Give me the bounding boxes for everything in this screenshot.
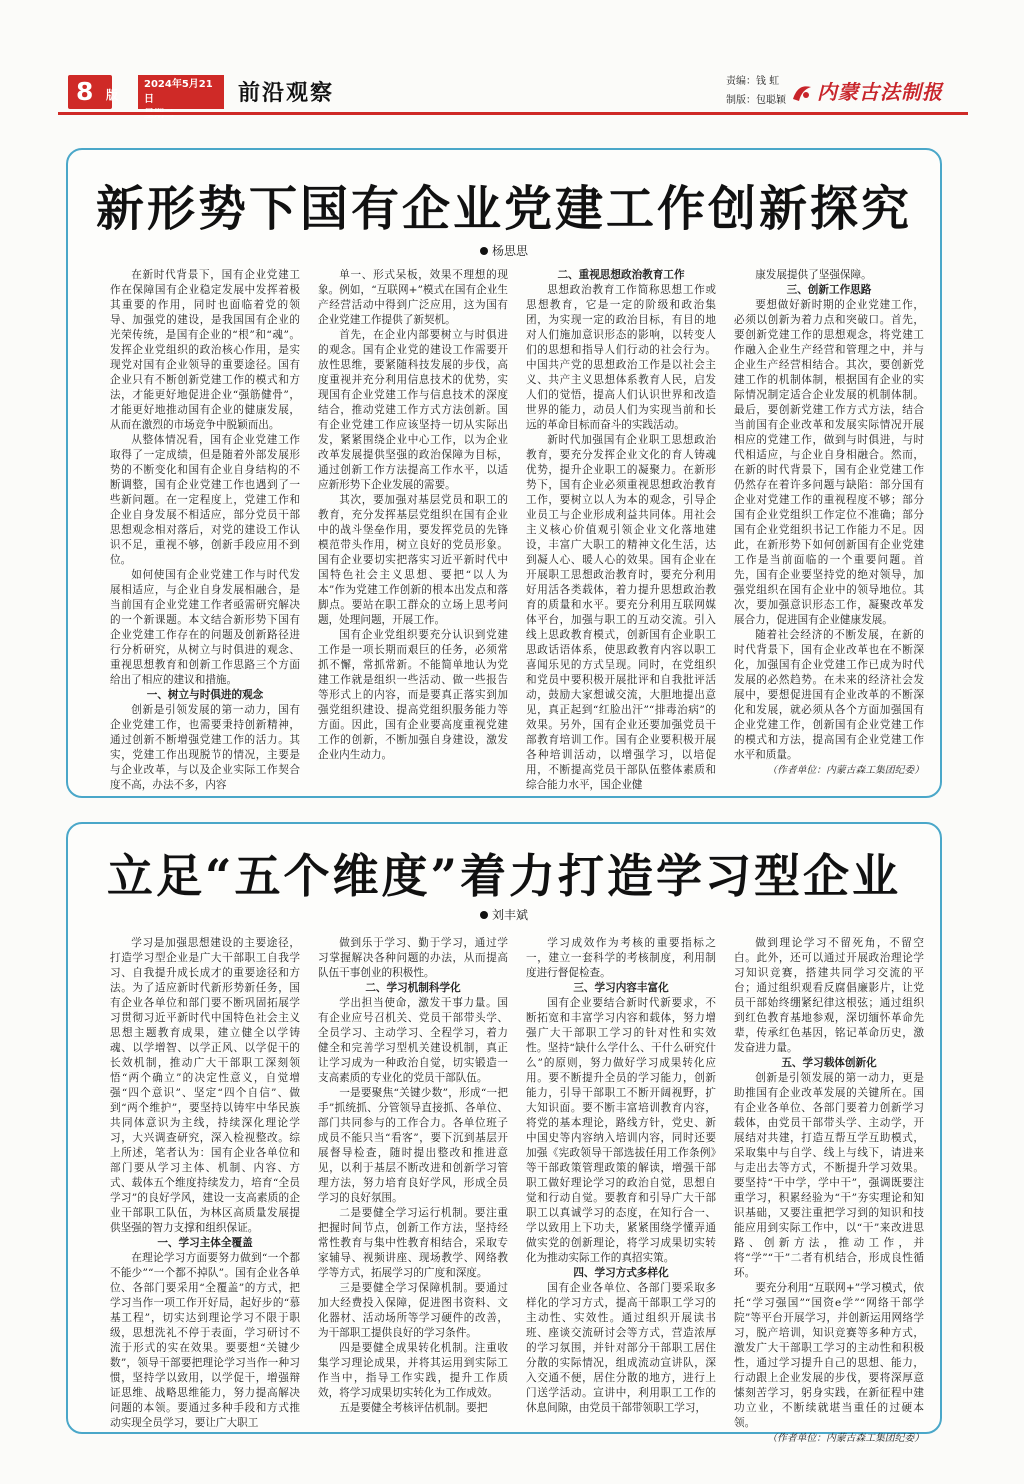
article-1-column-4 — [734, 268, 924, 778]
article-1-author: 杨思思 — [491, 244, 528, 258]
paragraph: 在新时代背景下，国有企业党建工作在保障国有企业稳定发展中发挥着极其重要的作用，同时也面临着党的领导、加强党的建设，是我国国有企业的光荣传统，是国有企业的“根”和“魂”。发挥企业党组织的政治核心作用，是实现党对国有企业领导的重要途径。国有企业只有不断创新党建工作的模式和方法，才能更好地促进企业“强筋健骨”，才能更好地推动国有企业的健康发展，从而在激烈的市场竞争中脱颖而出。 — [110, 269, 300, 431]
section-title: 前沿观察 — [238, 81, 335, 106]
paragraph: 一是要聚焦“关键少数”，形成“一把手”抓统抓、分管领导直接抓、各单位、部门共同参与的工作合力。各单位班子成员不能只当“看客”，要下沉到基层开展督导检查，随时提出整改和推进意见，以利于基层不断改进和创新学习管理方法，努力培育良好学风，形成全员学习的良好氛围。 — [318, 1087, 508, 1204]
paragraph: 在理论学习方面要努力做到“一个都不能少”“一个都不掉队”。国有企业各单位、各部门要采用“全覆盖”的方式，把学习当作一项工作开好局，起好步的“慕基工程”，切实达到理论学习不限于职级，思想洗礼不停于表面，学习研讨不流于形式的实在效果。要要想“关键少数”，领导干部要把理论学习当作一种习惯，坚持学以致用，以学促干，增强辩证思维、战略思维能力，努力提高解决问题的本领。要通过多种手段和方式推动实现全员学习，要让广大职工 — [110, 1252, 300, 1429]
article-2-column-3 — [526, 936, 716, 1416]
paragraph: 创新是引领发展的第一动力，更是助推国有企业改革发展的关键所在。国有企业各单位、各部门要着力创新学习载体，由党员干部带头学、主动学，开展结对共建，打造互帮互学互助模式，采取集中与自学、线上与线下，请进来与走出去等方式，不断提升学习效果。要坚持“干中学，学中干”，强调既要注重学习，积累经验为“干”夯实理论和知识基础，又要注重把学习到的知识和技能应用到实际工作中，以“干”来改进思路、创新方法，推动工作，并将“学”“干”二者有机结合，形成良性循环。 — [734, 1072, 924, 1279]
paragraph: 单一、形式呆板，效果不理想的现象。例如，“互联网+”模式在国有企业生产经营活动中得到广泛应用，这为国有企业党建工作提供了新契机。 — [318, 269, 508, 326]
paragraph: 做到乐于学习、勤于学习，通过学习掌握解决各种问题的办法，从而提高队伍干事创业的积极性。 — [318, 937, 508, 979]
paragraph: 康发展提供了坚强保障。 — [755, 269, 872, 281]
paragraph: 新时代加强国有企业职工思想政治教育，要充分发挥企业文化的育人铸魂优势，提升企业职工的凝聚力。在新形势下，国有企业必须重视思想政治教育工作，要树立以人为本的观念，引导企业员工与企业形成利益共同体。用社会主义核心价值观引领企业文化落地建设，丰富广大职工的精神文化生活，达到凝人心、暖人心的效果。国有企业在开展职工思想政治教育时，要充分利用好用活各类载体，着力提升思想政治教育的质量和水平。要充分利用互联网媒体平台，加强与职工的互动交流。引入线上思政教育模式，创新国有企业职工思政话语体系，使思政教育内容以职工喜闻乐见的方式呈现。同时，在党组织和党员中要积极开展批评和自我批评活动，鼓励大家想诚交流，大胆地提出意见，真正起到“红脸出汗”“排毒治病”的效果。另外，国有企业还要加强党员干部教育培训工作。国有企业要积极开展各种培训活动，以增强学习，以培促用，不断提高党员干部队伍整体素质和综合能力水平，国企业健 — [526, 434, 716, 791]
article-1 — [66, 148, 942, 798]
paragraph: 要充分利用“互联网+”学习模式，依托“学习强国”“国资e学”“网络干部学院”等平台开展学习，并创新运用网络学习，脱产培训，知识竞赛等多种方式，激发广大干部职工学习的主动性和积极性，通过学习提升自己的思想、能力，行动跟上企业发展的步伐，要将深厚意愫刻苦学习，躬身实践，在新征程中建功立业，不断续就堪当重任的过硬本领。 — [734, 1282, 924, 1429]
paragraph: 随着社会经济的不断发展，在新的时代背景下，国有企业改革也在不断深化，加强国有企业党建工作已成为时代发展的必然趋势。在未来的经济社会发展中，要想促进国有企业改革的不断深化和发展，就必须从各个方面加强国有企业党建工作，创新国有企业党建工作的模式和方法，提高国有企业党建工作水平和质量。 — [734, 629, 924, 761]
issue-date-box — [138, 75, 224, 109]
paragraph: 从整体情况看，国有企业党建工作取得了一定成绩，但是随着外部发展形势的不断变化和国有企业自身结构的不断调整，国有企业党建工作也遇到了一些新问题。在一定程度上，党建工作和企业自身发展不相适应，部分党员干部思想观念相对落后，对党的建设工作认识不足，重视不够，创新手段应用不到位。 — [110, 434, 300, 566]
paragraph: 创新是引领发展的第一动力，国有企业党建工作，也需要秉持创新精神，通过创新不断增强党建工作的活力。其实，党建工作出现脱节的情况，主要是与企业改革，与以及企业实际工作契合度不高，办法不多，内容 — [110, 704, 300, 791]
page-number-suffix: 版 — [106, 88, 119, 102]
paragraph: 二是要健全学习运行机制。要注重把握时间节点，创新工作方法，坚持经常性教育与集中性教育相结合，采取专家辅导、视频讲座、现场教学、网络教学等方式，拓展学习的广度和深度。 — [318, 1207, 508, 1279]
editor-name: 责编：钱 虹 — [726, 76, 780, 87]
paragraph: 国有企业党组织要充分认识到党建工作是一项长期而艰巨的任务，必须常抓不懈，常抓常新。不能简单地认为党建工作就是组织一些活动、做一些报告等形式上的内容，而是要真正落实到加强党组织建设、提高党组织服务能力等方面。因此，国有企业要高度重视党建工作的创新，不断加强自身建设，激发企业内生动力。 — [318, 629, 508, 761]
newspaper-name: 内蒙古法制报 — [817, 80, 943, 104]
paragraph: 学出担当使命，激发干事力量。国有企业应号召机关、党员干部带头学、全员学习、主动学习、全程学习，着力健全和完善学习型机关建设机制，真正让学习成为一种政治自觉，切实锻造一支高素质的专业化的党员干部队伍。 — [318, 997, 508, 1084]
paragraph: 三是要健全学习保障机制。要通过加大经费投入保障，促进图书资料、文化器材、活动场所等学习硬件的改善，为干部职工提供良好的学习条件。 — [318, 1282, 508, 1339]
article-2 — [66, 822, 942, 1444]
article-1-column-3 — [526, 268, 716, 793]
paragraph: 其次，要加强对基层党员和职工的教育，充分发挥基层党组织在国有企业中的战斗堡垒作用，要发挥党员的先锋模范带头作用，树立良好的党员形象。国有企业要切实把落实习近平新时代中国特色社会主义思想、要把“以人为本”作为党建工作创新的根本出发点和落脚点。要站在职工群众的立场上思考问题，处理问题，开展工作。 — [318, 494, 508, 626]
paragraph: 思想政治教育工作简称思想工作或思想教育，它是一定的阶级和政治集团，为实现一定的政治目标，有目的地对人们施加意识形态的影响，以转变人们的思想和指导人们行动的社会行为。中国共产党的思想政治工作是以社会主义、共产主义思想体系教育人民，启发人们的觉悟，提高人们认识世界和改造世界的能力，动员人们为实现当前和长远的革命目标而奋斗的实践活动。 — [526, 284, 716, 431]
section-heading: 二、重视思想政治教育工作 — [557, 269, 685, 281]
paragraph: 首先，在企业内部要树立与时俱进的观念。国有企业党的建设工作需要开放性思维，要紧随科技发展的步伐，高度重视并充分利用信息技术的优势，实现国有企业党建工作与信息技术的深度结合，推动党建工作方式方法创新。国有企业党建工作应该坚持一切从实际出发，紧紧围绕企业中心工作，以为企业改革发展提供坚强的政治保障为目标，通过创新工作方法提高工作水平，以适应新形势下企业发展的需要。 — [318, 329, 508, 491]
article-1-byline — [68, 242, 940, 259]
section-heading: 一、学习主体全覆盖 — [157, 1237, 253, 1249]
paragraph: 如何使国有企业党建工作与时代发展相适应，与企业自身发展相融合，是当前国有企业党建工作者亟需研究解决的一个新课题。本文结合新形势下国有企业党建工作存在的问题及创新路径进行分析研究，从树立与时俱进的观念、重视思想教育和创新工作思路三个方面给出了相应的建议和措施。 — [110, 569, 300, 686]
section-heading: 三、创新工作思路 — [786, 284, 872, 296]
article-1-title: 新形势下国有企业党建工作创新探究 — [95, 181, 912, 237]
paragraph: 做到理论学习不留死角，不留空白。此外，还可以通过开展政治理论学习知识竞赛，搭建共同学习交流的平台；通过组织观看反腐倡廉影片，让党员干部始终绷紧纪律这根弦；通过组织到红色教育基地参观，深切缅怀革命先辈，传承红色基因，铭记革命历史，激发奋进力量。 — [734, 937, 924, 1054]
newspaper-logo — [791, 76, 943, 105]
section-heading: 三、学习内容丰富化 — [573, 982, 669, 994]
paragraph: 学习是加强思想建设的主要途径，打造学习型企业是广大干部职工自我学习、自我提升成长成才的重要途径和方法。为了适应新时代新形势新任务，国有企业各单位和部门要不断巩固拓展学习贯彻习近平新时代中国特色社会主义思想主题教育成果，建立健全以学铸魂、以学增智、以学正风、以学促干的长效机制，推动广大干部职工深刻领悟“两个确立”的决定性意义，自觉增强“四个意识”、坚定“四个自信”、做到“两个维护”，要坚持以铸牢中华民族共同体意识为主线，持续深化理论学习，大兴调查研究，深入检视整改。综上所述，笔者认为：国有企业各单位和部门要从学习主体、机制、内容、方式、载体五个维度持续发力，培育“全员学习”的良好学风，建设一支高素质的企业干部职工队伍，为林区高质量发展提供坚强的智力支撑和组织保证。 — [110, 937, 300, 1234]
article-1-column-1 — [110, 268, 300, 793]
article-1-column-2 — [318, 268, 508, 763]
page-number-badge — [68, 75, 119, 109]
newspaper-logo-icon — [791, 83, 813, 103]
article-2-author: 刘丰斌 — [491, 908, 528, 922]
article-2-column-1 — [110, 936, 300, 1431]
paragraph: 四是要健全成果转化机制。注重收集学习理论成果，并将其运用到实际工作当中，指导工作实践，提升工作质效，将学习成果切实转化为工作成效。 — [318, 1342, 508, 1399]
section-heading: 五、学习载体创新化 — [781, 1057, 877, 1069]
byline-bullet-icon — [480, 247, 488, 255]
section-heading: 二、学习机制科学化 — [365, 982, 461, 994]
section-heading: 四、学习方式多样化 — [573, 1267, 669, 1279]
page-number: 8 — [76, 77, 94, 106]
paragraph: 要想做好新时期的企业党建工作，必须以创新为着力点和突破口。首先，要创新党建工作的思想观念，将党建工作融入企业生产经营和管理之中，并与企业生产经营相结合。其次，要创新党建工作的机制体制，根据国有企业的实际情况制定适合企业发展的机制体制。最后，要创新党建工作方式方法，结合当前国有企业改革和发展实际情况开展相应的党建工作，做到与时俱进，与时代相适应，与企业自身相融合。然而，在新的时代背景下，国有企业党建工作仍然存在着许多问题与缺陷：部分国有企业对党建工作的重视程度不够；部分国有企业党组织工作定位不准确；部分国有企业党组织书记工作能力不足。因此，在新形势下如何创新国有企业党建工作是当前面临的一个重要问题。首先，国有企业要坚持党的绝对领导，加强党组织在国有企业中的领导地位。其次，要加强意识形态工作，凝聚改革发展合力，促进国有企业健康发展。 — [734, 299, 924, 626]
masthead-rule — [58, 112, 968, 115]
paragraph: 国有企业要结合新时代新要求，不断拓宽和丰富学习内容和载体，努力增强广大干部职工学习的针对性和实效性。坚持“缺什么学什么、干什么研究什么”的原则，努力做好学习成果转化应用。要不断提升全员的学习能力，创新能力，引导干部职工不断开阔视野，扩大知识面。要不断丰富培训教育内容，将党的基本理论，路线方针，党史、新中国史等内容纳入培训内容，同时还要加强《宪政领导干部选拔任用工作条例》等干部政策管理政策的解读，增强干部职工做好理论学习的政治自觉，思想自觉和行动自觉。要教育和引导广大干部职工以真诚学习的态度，在知行合一、学以致用上下功夫，紧紧围绕学懂弄通做实党的创新理论，将学习成果切实转化为推动实际工作的真招实策。 — [526, 997, 716, 1264]
byline-bullet-icon — [480, 911, 488, 919]
article-2-title: 立足“五个维度”着力打造学习型企业 — [107, 849, 901, 903]
editor-credits — [726, 72, 786, 110]
author-affiliation: （作者单位：内蒙古森工集团纪委） — [767, 765, 924, 776]
article-2-byline — [68, 906, 940, 923]
producer-name: 制版：包聪颖 — [726, 95, 786, 106]
page-masthead — [58, 66, 968, 112]
paragraph: 五是要健全考核评估机制。要把 — [339, 1402, 488, 1414]
issue-date: 2024年5月21日 — [144, 79, 213, 105]
paragraph: 国有企业各单位、各部门要采取多样化的学习方式，提高干部职工学习的主动性、实效性。通过组织开展读书班、座谈交流研讨会等方式，营造浓厚的学习氛围，并针对部分干部职工居住分散的实际情况，组成流动宣讲队，深入交通不便，居住分散的地方，进行上门送学活动。宣讲中，利用职工工作的休息间隙，由党员干部带领职工学习， — [526, 1282, 716, 1414]
article-2-column-4 — [734, 936, 924, 1446]
section-heading: 一、树立与时俱进的观念 — [146, 689, 264, 701]
paragraph: 学习成效作为考核的重要指标之一，建立一套科学的考核制度，利用制度进行督促检查。 — [526, 937, 716, 979]
article-2-column-2 — [318, 936, 508, 1416]
author-affiliation: （作者单位：内蒙古森工集团纪委） — [767, 1433, 924, 1444]
